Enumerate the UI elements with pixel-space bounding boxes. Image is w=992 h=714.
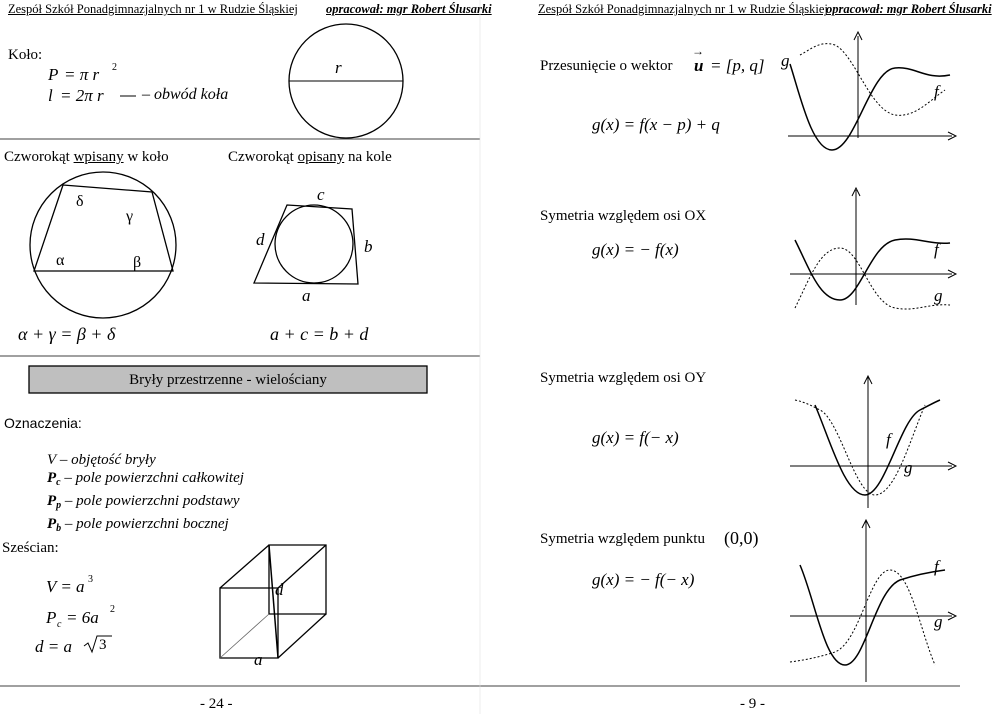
angle-beta: β xyxy=(133,254,142,271)
circle-perimeter-lhs: l xyxy=(48,86,53,105)
notation-label: Oznaczenia: xyxy=(4,415,82,431)
circumscribed-formula: a + c = b + d xyxy=(270,324,369,344)
circle-area-exponent: 2 xyxy=(112,62,117,73)
ox-graph-g-label: g xyxy=(934,286,943,305)
header-author-right: opracował: mgr Robert Ślusarki xyxy=(826,2,992,16)
header-school-right: Zespół Szkół Ponadgimnazjalnych nr 1 w Rudzie Śląskiej xyxy=(538,2,828,16)
legend-base-area: $P_p$ – pole powierzchni podstawy xyxy=(47,493,240,511)
radius-circle-figure xyxy=(120,24,403,138)
circle-area-lhs: P xyxy=(48,65,59,84)
side-d-label: d xyxy=(256,230,265,249)
legend-total-area: $P_c$ – pole powierzchni całkowitej xyxy=(47,470,244,488)
origin-point: (0,0) xyxy=(724,528,759,548)
cube-volume-exponent: 3 xyxy=(88,574,93,585)
cube-area-exponent: 2 xyxy=(110,604,115,615)
cube-volume: V = a xyxy=(46,577,85,596)
origin-graph-g-label: g xyxy=(934,612,943,631)
origin-symmetry-graph xyxy=(790,520,956,682)
shift-vector: u xyxy=(694,56,704,75)
shift-formula: g(x) = f(x − p) + q xyxy=(592,115,720,134)
angle-delta: δ xyxy=(76,193,84,210)
origin-title: Symetria względem punktu xyxy=(540,531,705,547)
ox-formula: g(x) = − f(x) xyxy=(592,240,679,259)
vector-arrow-icon: → xyxy=(692,44,704,58)
shift-title: Przesunięcie o wektor xyxy=(540,58,673,74)
cube-diagonal-formula: d = a xyxy=(35,637,72,656)
cube-diagonal-root: 3 xyxy=(99,637,107,653)
inscribed-heading: Czworokąt wpisany w koło xyxy=(4,149,169,165)
circle-perimeter-note: – obwód koła xyxy=(142,86,229,103)
cube-area-sub: c xyxy=(57,619,62,630)
circumscribed-heading: Czworokąt opisany na kole xyxy=(228,149,392,165)
side-b-label: b xyxy=(364,237,373,256)
radius-label: r xyxy=(335,58,342,77)
inscribed-quadrilateral-figure xyxy=(30,172,176,318)
oy-graph-g-label: g xyxy=(904,458,913,477)
cube-label: Sześcian: xyxy=(2,540,59,556)
header-school-left: Zespół Szkół Ponadgimnazjalnych nr 1 w Rudzie Śląskiej xyxy=(8,2,298,16)
cube-diagonal-label: d xyxy=(275,580,284,599)
legend-volume: V – objętość bryły xyxy=(47,452,156,468)
ox-title: Symetria względem osi OX xyxy=(540,208,707,224)
shift-graph-f-label: f xyxy=(934,82,939,101)
circle-title: Koło: xyxy=(8,47,43,63)
angle-alpha: α xyxy=(56,252,65,269)
page-number-left: - 24 - xyxy=(200,696,233,712)
shift-graph xyxy=(788,32,956,150)
origin-graph-f-label: f xyxy=(934,557,939,576)
cube-area-rhs: = 6a xyxy=(66,608,99,627)
side-a-label: a xyxy=(302,286,311,305)
header-author-left: opracował: mgr Robert Ślusarki xyxy=(326,2,492,16)
shift-vector-value: = [p, q] xyxy=(710,56,765,75)
notation-legend xyxy=(47,451,244,538)
page-number-right: - 9 - xyxy=(740,696,765,712)
ox-symmetry-graph xyxy=(790,188,956,309)
ox-graph-f-label: f xyxy=(934,240,939,259)
oy-symmetry-graph xyxy=(790,376,956,508)
oy-graph-f-label: f xyxy=(886,430,891,449)
circle-area-rhs: = π r xyxy=(64,65,100,84)
solids-title: Bryły przestrzenne - wielościany xyxy=(129,372,327,388)
circle-perimeter-rhs: = 2π r xyxy=(60,86,104,105)
oy-formula: g(x) = f(− x) xyxy=(592,428,679,447)
cube-area-p: P xyxy=(46,608,57,627)
circumscribed-quadrilateral-figure xyxy=(254,205,358,284)
legend-lateral-area: $P_b$ – pole powierzchni bocznej xyxy=(47,516,229,534)
cube-figure xyxy=(220,545,326,658)
shift-graph-g-label: g xyxy=(781,51,790,70)
origin-formula: g(x) = − f(− x) xyxy=(592,570,695,589)
cube-edge-label: a xyxy=(254,650,263,669)
angle-gamma: γ xyxy=(126,208,134,225)
side-c-label: c xyxy=(317,185,325,204)
oy-title: Symetria względem osi OY xyxy=(540,370,707,386)
inscribed-formula: α + γ = β + δ xyxy=(18,324,116,344)
